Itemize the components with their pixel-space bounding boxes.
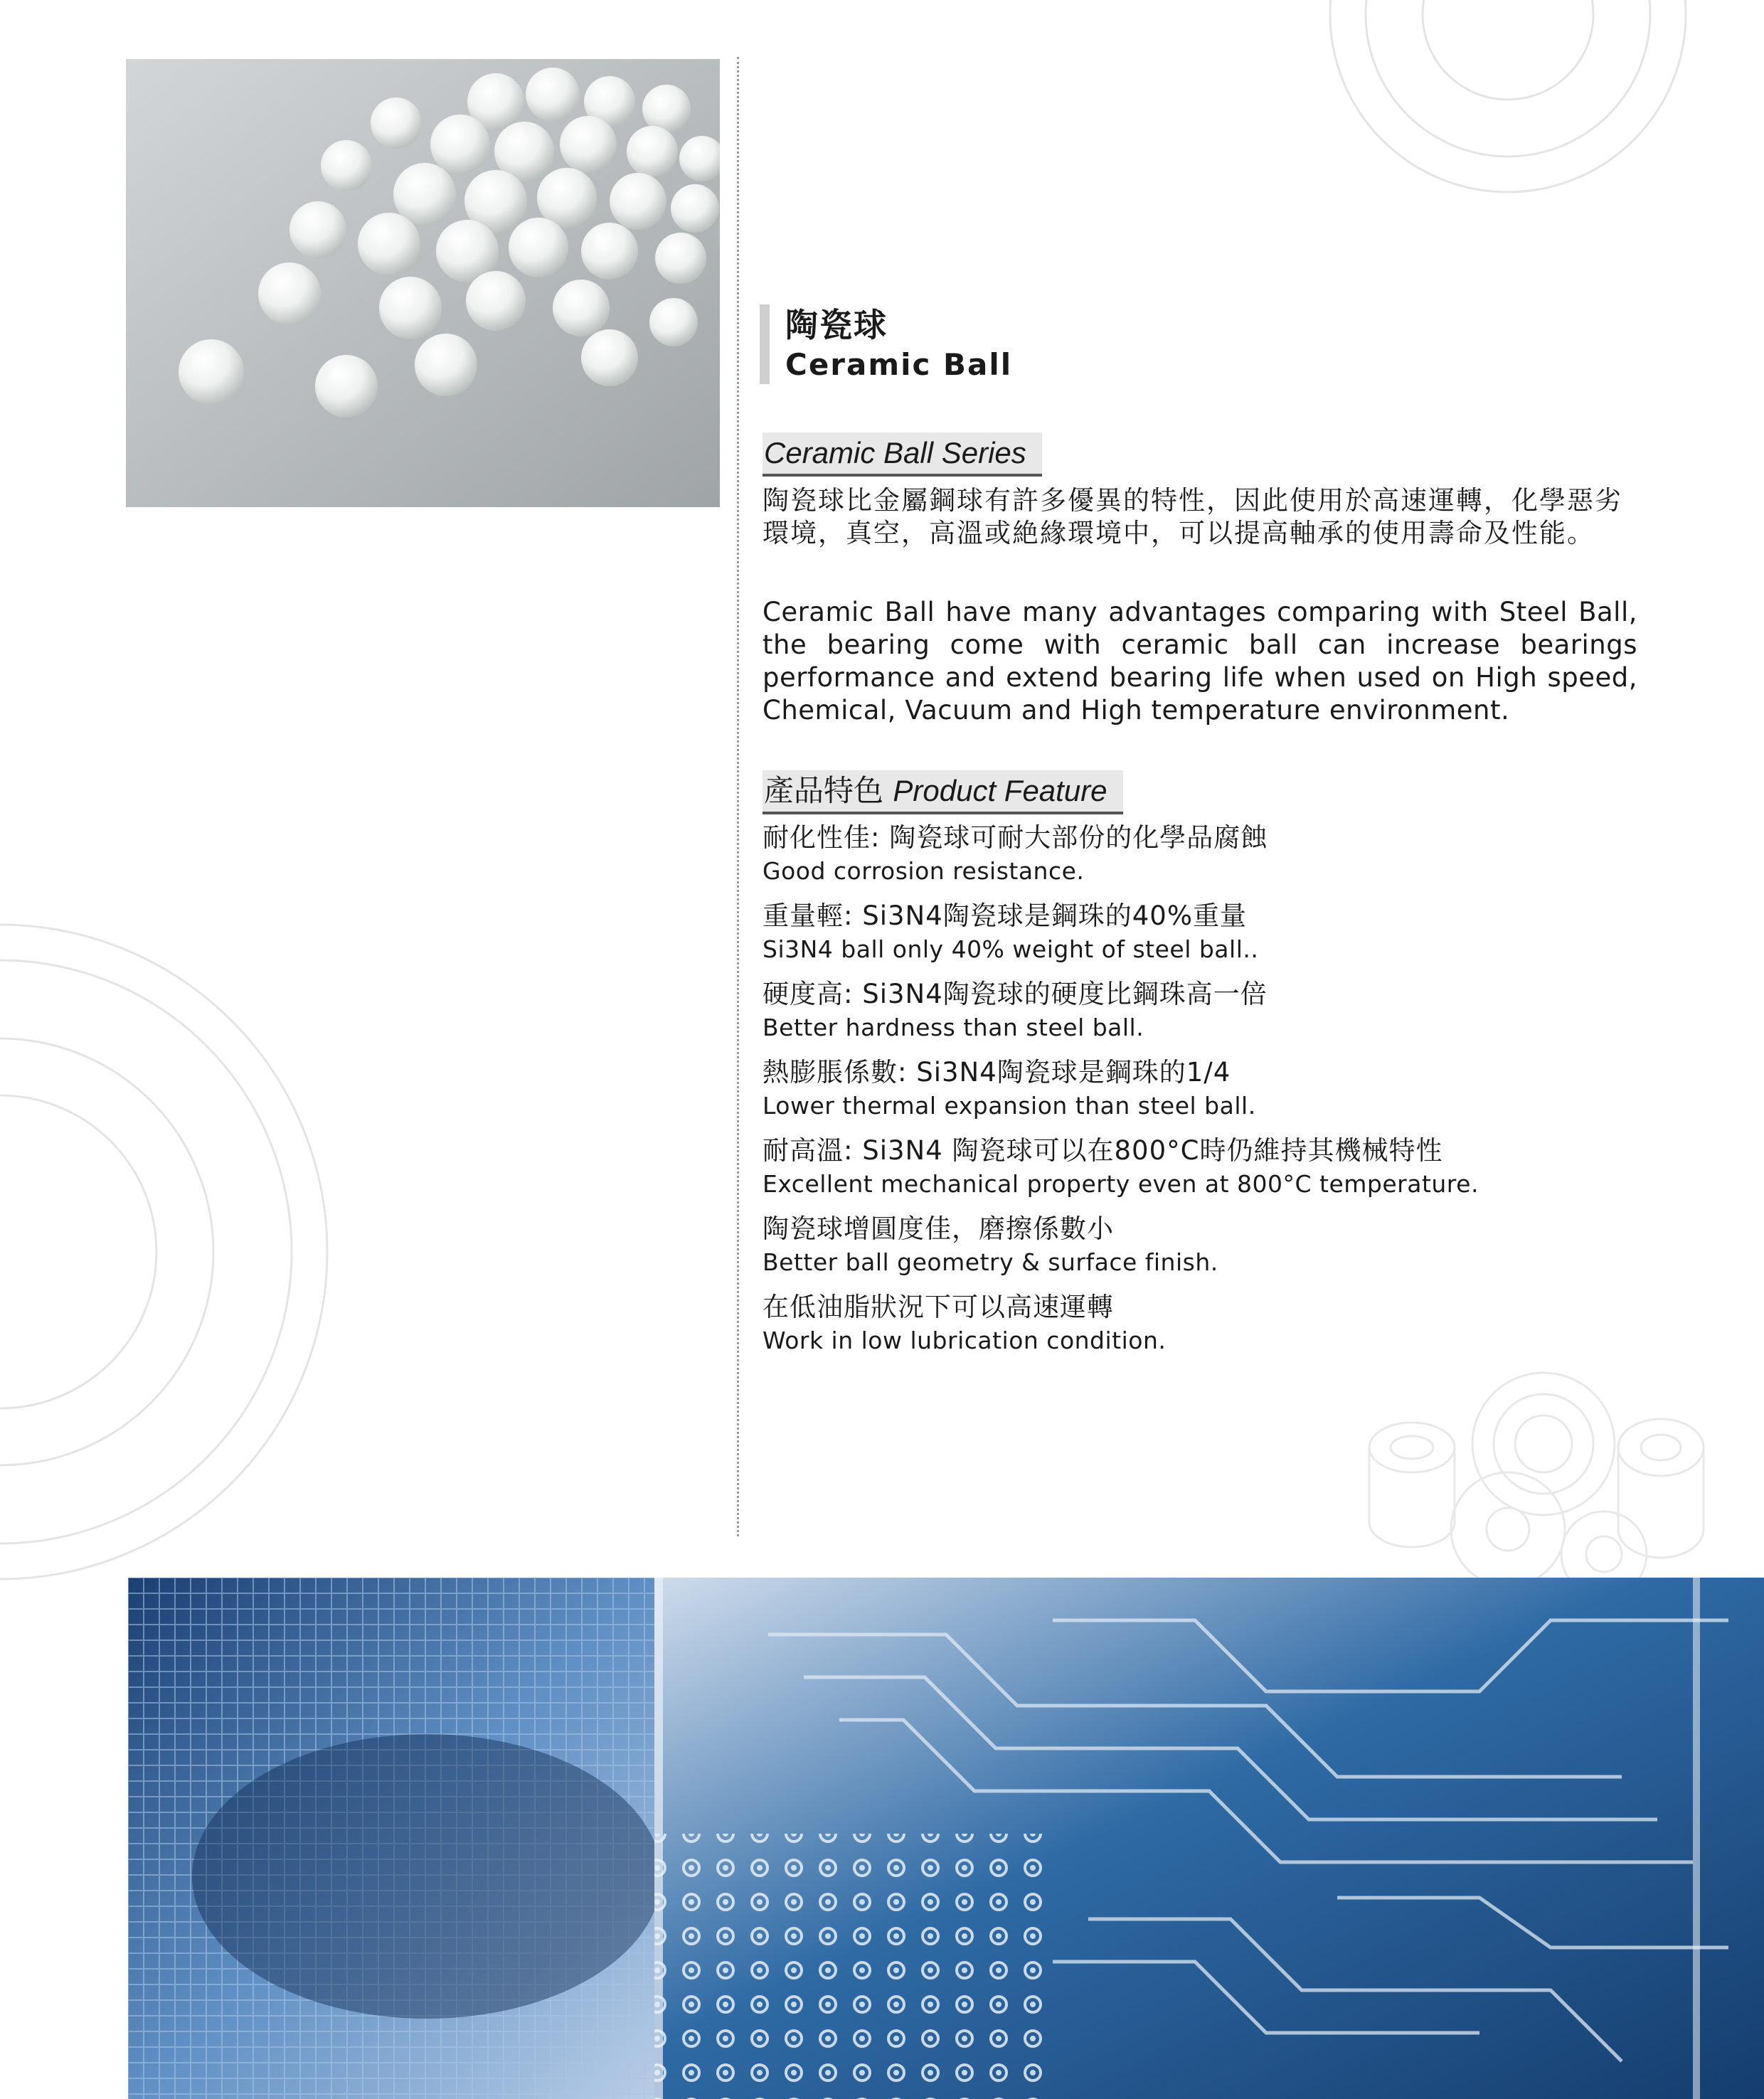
- feature-en: Better hardness than steel ball.: [763, 1014, 1144, 1041]
- ceramic-ball-photo: [126, 59, 720, 507]
- feature-en: Work in low lubrication condition.: [763, 1327, 1167, 1354]
- list-item: [763, 1212, 1687, 1290]
- list-item: [763, 1290, 1687, 1369]
- feature-heading: [763, 770, 1123, 814]
- list-item: [763, 899, 1687, 977]
- feature-list: [763, 821, 1687, 1369]
- feature-heading-en: Product Feature: [893, 774, 1107, 807]
- list-item: [763, 1056, 1687, 1134]
- intro-text-en: Ceramic Ball have many advantages comparing with Steel Ball, the bearing come with ceramic ball can increase bearings performance and extend bearing life when used on High speed, Chemical, Vacuum and High temperature environment.: [763, 597, 1637, 726]
- feature-zh: 在低油脂狀況下可以高速運轉: [763, 1292, 1114, 1322]
- title-zh: 陶瓷球: [785, 306, 888, 344]
- feature-en: Lower thermal expansion than steel ball.: [763, 1092, 1256, 1120]
- page-title: [760, 304, 1012, 384]
- title-en: Ceramic Ball: [785, 347, 1013, 382]
- feature-zh: 耐化性佳: 陶瓷球可耐大部份的化學品腐蝕: [763, 822, 1268, 853]
- feature-zh: 耐高溫: Si3N4 陶瓷球可以在800°C時仍維持其機械特性: [763, 1135, 1443, 1166]
- circuit-board-banner: [128, 1578, 1764, 2099]
- feature-en: Excellent mechanical property even at 800°C temperature.: [763, 1170, 1479, 1198]
- feature-zh: 陶瓷球增圓度佳，磨擦係數小: [763, 1213, 1114, 1244]
- feature-zh: 重量輕: Si3N4陶瓷球是鋼珠的40%重量: [763, 900, 1247, 931]
- feature-zh: 熱膨脹係數: Si3N4陶瓷球是鋼珠的1/4: [763, 1057, 1231, 1088]
- intro-text-zh: 陶瓷球比金屬鋼球有許多優異的特性，因此使用於高速運轉，化學惡劣環境，真空，高溫或絶緣環境中，可以提高軸承的使用壽命及性能。: [763, 485, 1622, 548]
- vertical-divider: [737, 57, 739, 1536]
- series-heading-text: Ceramic Ball Series: [764, 436, 1026, 469]
- bearing-sketch-icon: [1369, 1373, 1704, 1597]
- list-item: [763, 1134, 1687, 1212]
- feature-zh: 硬度高: Si3N4陶瓷球的硬度比鋼珠高一倍: [763, 979, 1268, 1009]
- feature-heading-zh: 產品特色: [764, 773, 884, 808]
- feature-en: Good corrosion resistance.: [763, 857, 1085, 885]
- feature-en: Si3N4 ball only 40% weight of steel ball..: [763, 935, 1259, 963]
- series-heading: [763, 432, 1042, 477]
- list-item: [763, 821, 1687, 899]
- list-item: [763, 977, 1687, 1056]
- feature-en: Better ball geometry & surface finish.: [763, 1248, 1218, 1276]
